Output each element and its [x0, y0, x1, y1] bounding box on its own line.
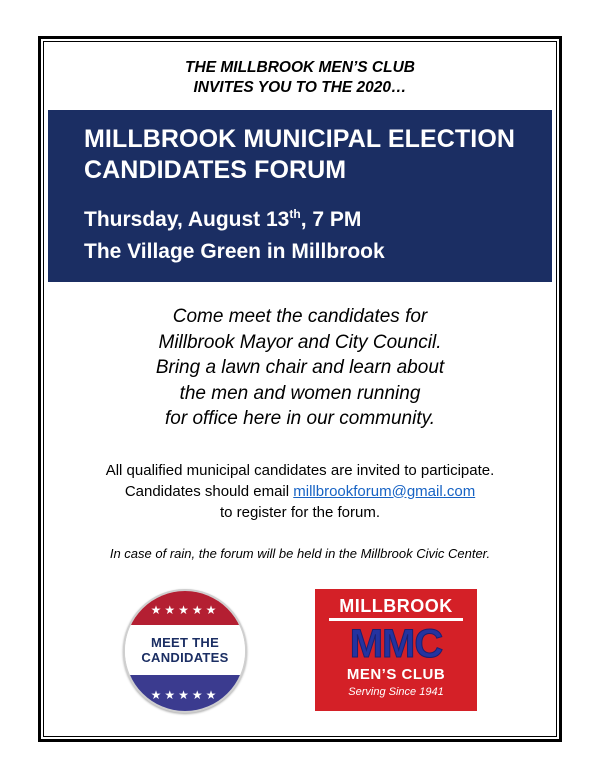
details-email-prefix: Candidates should email	[124, 482, 294, 500]
lead-line-5: for office here in our community.	[165, 408, 435, 429]
intro-line-2: INVITES YOU TO THE 2020…	[193, 79, 407, 96]
banner-title-line-2: CANDIDATES FORUM	[84, 156, 347, 184]
meet-the-candidates-button-logo	[123, 589, 247, 713]
button-logo-line-2: CANDIDATES	[141, 649, 229, 665]
banner-title-line-1: MILLBROOK MUNICIPAL ELECTION	[84, 125, 516, 153]
lead-line-2: Millbrook Mayor and City Council.	[158, 331, 442, 353]
banner-date-suffix: , 7 PM	[300, 208, 362, 231]
rain-note: In case of rain, the forum will be held in the Millbrook Civic Center.	[109, 545, 491, 561]
mmc-since-text: Serving Since 1941	[348, 685, 444, 698]
event-banner	[48, 110, 552, 282]
mmc-divider	[329, 618, 463, 621]
button-logo-top-band	[125, 591, 245, 625]
details-block	[48, 460, 552, 523]
details-line-1: All qualified municipal candidates are invited to participate.	[105, 461, 495, 479]
intro-line-1: THE MILLBROOK MEN’S CLUB	[185, 59, 415, 76]
details-line-2	[48, 481, 552, 502]
stars-top: ★★★★★	[150, 602, 220, 617]
mmc-club-text: MEN’S CLUB	[346, 665, 446, 683]
email-link[interactable]: millbrookforum@gmail.com	[293, 482, 476, 500]
mmc-top-text: MILLBROOK	[339, 595, 453, 616]
button-logo-center	[125, 625, 245, 675]
banner-date	[58, 200, 542, 234]
lead-line-1: Come meet the candidates for	[172, 306, 428, 327]
lead-line-3: Bring a lawn chair and learn about	[155, 357, 445, 378]
stars-bottom: ★★★★★	[150, 687, 220, 702]
details-line-3: to register for the forum.	[219, 503, 381, 521]
mmc-logo	[315, 589, 477, 711]
intro-block	[48, 46, 552, 98]
button-logo-bottom-band	[125, 675, 245, 711]
banner-date-ordinal: th	[289, 207, 301, 221]
logos-row	[48, 589, 552, 713]
banner-location: The Village Green in Millbrook	[84, 240, 385, 263]
mmc-monogram: MMC	[349, 621, 443, 666]
lead-block	[48, 304, 552, 432]
flyer-content	[48, 46, 552, 732]
lead-line-4: the men and women running	[179, 382, 421, 404]
button-logo-line-1: MEET THE	[150, 634, 220, 650]
banner-date-prefix: Thursday, August 13	[84, 208, 290, 231]
